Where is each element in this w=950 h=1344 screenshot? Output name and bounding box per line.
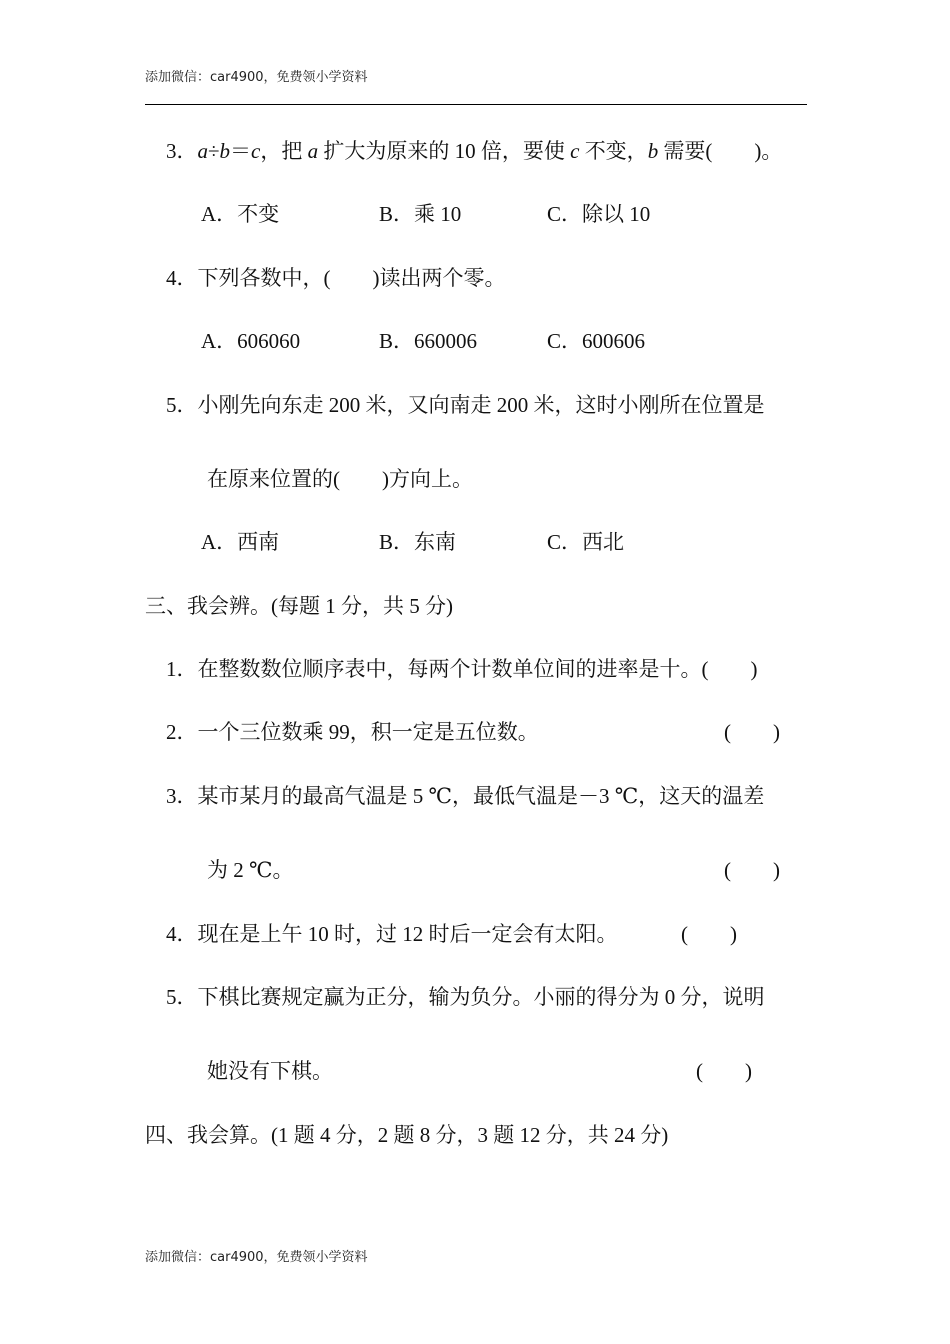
- q5-option-a: A．西南: [201, 530, 280, 554]
- judge-item-3-line-2: 为 2 ℃。: [207, 858, 294, 882]
- q4-option-b: B．660006: [379, 329, 478, 353]
- var-b: b: [647, 139, 659, 163]
- var-a: a: [197, 139, 208, 163]
- eq-sign: ＝: [230, 139, 252, 163]
- q3-option-c: C．除以 10: [547, 202, 651, 226]
- header-divider: [145, 104, 807, 105]
- var-c: c: [251, 139, 261, 163]
- answer-paren: ( ): [681, 922, 737, 946]
- judge-item-1: 1．在整数数位顺序表中，每两个计数单位间的进率是十。( ): [166, 657, 758, 681]
- answer-paren: ( ): [724, 858, 780, 882]
- q5-option-c: C．西北: [547, 530, 625, 554]
- question-5-line-1: 5．小刚先向东走 200 米，又向南走 200 米，这时小刚所在位置是: [166, 393, 765, 417]
- footer-watermark: 添加微信：car4900，免费领小学资料: [145, 1250, 368, 1265]
- question-5-line-2: 在原来位置的( )方向上。: [207, 467, 473, 491]
- judge-item-4: 4．现在是上午 10 时，过 12 时后一定会有太阳。: [166, 922, 618, 946]
- q3-text-3: 不变，: [579, 139, 648, 163]
- q3-option-a: A．不变: [201, 202, 280, 226]
- header-watermark: 添加微信：car4900，免费领小学资料: [145, 70, 368, 85]
- div-sign: ÷: [208, 139, 220, 163]
- var-c: c: [570, 139, 580, 163]
- var-b: b: [219, 139, 231, 163]
- section-3-title: 三、我会辨。(每题 1 分，共 5 分): [145, 594, 453, 618]
- q3-number: 3．: [166, 139, 198, 163]
- judge-item-3-line-1: 3．某市某月的最高气温是 5 ℃，最低气温是－3 ℃，这天的温差: [166, 784, 765, 808]
- q3-text-4: 需要( )。: [658, 139, 783, 163]
- judge-item-2: 2．一个三位数乘 99，积一定是五位数。: [166, 720, 539, 744]
- var-a: a: [307, 139, 319, 163]
- q3-text-1: ，把: [260, 139, 308, 163]
- question-3: [166, 137, 782, 165]
- q4-option-a: A．606060: [201, 329, 301, 353]
- judge-item-5-line-1: 5．下棋比赛规定赢为正分，输为负分。小丽的得分为 0 分，说明: [166, 985, 765, 1009]
- q3-text-2: 扩大为原来的 10 倍，要使: [318, 139, 571, 163]
- answer-paren: ( ): [724, 720, 780, 744]
- question-4: 4．下列各数中，( )读出两个零。: [166, 266, 506, 290]
- q5-option-b: B．东南: [379, 530, 457, 554]
- judge-item-5-line-2: 她没有下棋。: [207, 1059, 333, 1083]
- answer-paren: ( ): [696, 1059, 752, 1083]
- section-4-title: 四、我会算。(1 题 4 分，2 题 8 分，3 题 12 分，共 24 分): [145, 1123, 669, 1147]
- q4-option-c: C．600606: [547, 329, 646, 353]
- q3-option-b: B．乘 10: [379, 202, 462, 226]
